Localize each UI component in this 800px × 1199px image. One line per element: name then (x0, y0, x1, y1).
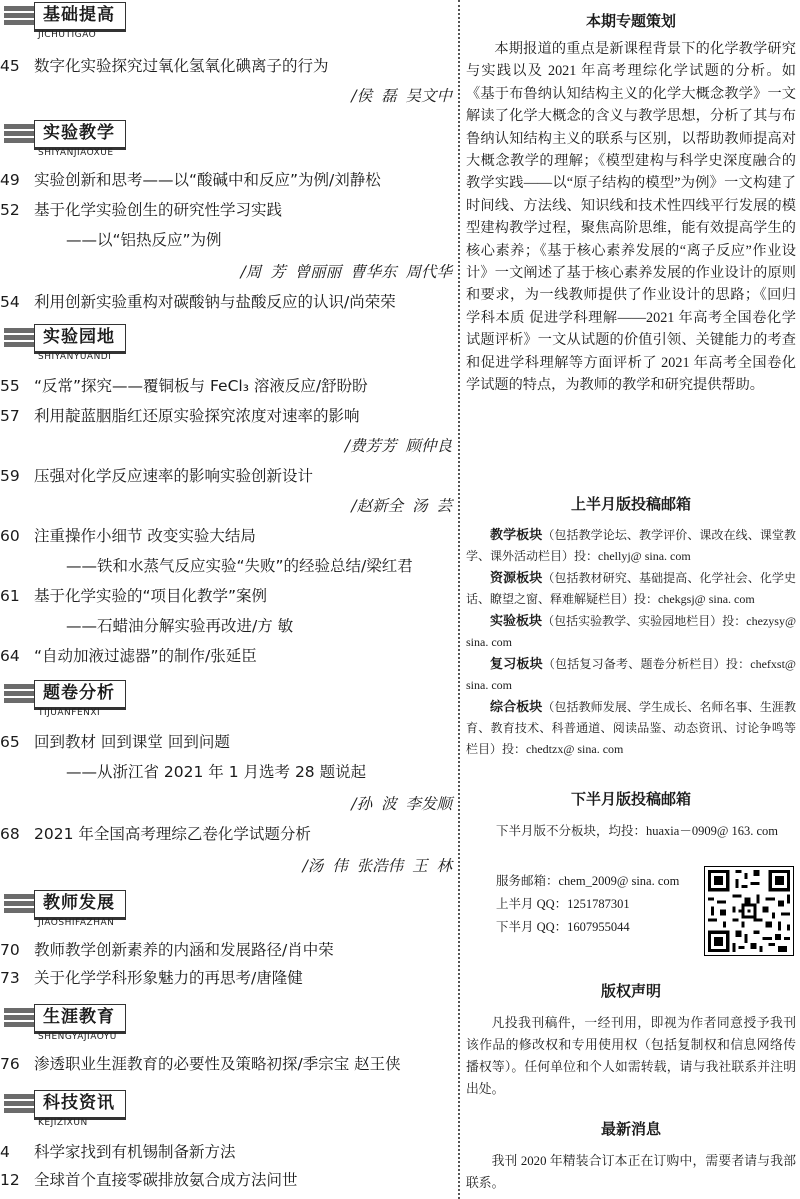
article-title: 全球首个直接零碳排放氨合成方法问世 (34, 1171, 298, 1189)
article-subtitle: ——石蜡油分解实验再改进/方 敏 (66, 617, 294, 635)
section-title: 教师发展 (34, 890, 126, 920)
section-header-shiyanyuandi (0, 322, 150, 370)
page-number: 52 (0, 201, 20, 219)
service-email[interactable]: 服务邮箱：chem_2009@ sina. com (496, 874, 680, 888)
section-header-jichutigao (0, 0, 150, 48)
article-author: /侯 磊 吴文中 (351, 87, 452, 105)
section-title: 基础提高 (34, 2, 126, 32)
page-number: 4 (0, 1143, 10, 1161)
section-pinyin: SHIYANJIAOXUE (38, 148, 114, 158)
page-number: 49 (0, 171, 20, 189)
page-number: 73 (0, 969, 20, 987)
copyright-heading: 版权声明 (600, 982, 661, 1000)
section-bars-icon (4, 894, 34, 914)
section-pinyin: JICHUTIGAO (38, 30, 97, 40)
section-pinyin: SHENGYAJIAOYU (38, 1032, 117, 1042)
article-subtitle: ——铁和水蒸气反应实验“失败”的经验总结/梁红君 (66, 557, 413, 575)
section-pinyin: KEJIZIXUN (38, 1118, 88, 1128)
qq-second-half: 下半月 QQ：1607955044 (496, 920, 630, 934)
section-header-jiaoshifazhan (0, 888, 150, 936)
right-column (466, 0, 796, 1199)
page-number: 68 (0, 825, 20, 843)
article-title: 基于化学实验创生的研究性学习实践 (34, 201, 283, 219)
article-title: 利用创新实验重构对碳酸钠与盐酸反应的认识/尚荣荣 (34, 293, 396, 311)
section-bars-icon (4, 1094, 34, 1114)
article-title: 渗透职业生涯教育的必要性及策略初探/季宗宝 赵王侠 (34, 1055, 401, 1073)
page-number: 70 (0, 941, 20, 959)
article-author: /孙 波 李发顺 (351, 795, 452, 813)
section-header-tijuanfenxi (0, 678, 150, 726)
article-title: 2021 年全国高考理综乙卷化学试题分析 (34, 825, 311, 843)
article-title: “自动加液过滤器”的制作/张延臣 (34, 647, 257, 665)
news-heading: 最新消息 (600, 1120, 661, 1138)
article-title: 关于化学学科形象魅力的再思考/唐隆健 (34, 969, 303, 987)
page-number: 54 (0, 293, 20, 311)
section-title: 实验教学 (34, 120, 126, 150)
article-title: “反常”探究——覆铜板与 FeCl₃ 溶液反应/舒盼盼 (34, 377, 368, 395)
section-title: 题卷分析 (34, 680, 126, 710)
board-list (466, 524, 796, 760)
board-review: 复习板块（包括复习备考、题卷分析栏目）投：chefxst@ sina. com (466, 656, 796, 692)
page-number: 55 (0, 377, 20, 395)
page-number: 60 (0, 527, 20, 545)
section-pinyin: SHIYANYUANDI (38, 352, 112, 362)
board-experiment: 实验板块（包括实验教学、实验园地栏目）投：chezysy@ sina. com (466, 613, 796, 649)
board-resource: 资源板块（包括教材研究、基础提高、化学社会、化学史话、瞭望之窗、释难解疑栏目）投：chekgsj@ sina. com (466, 570, 796, 606)
qr-code-icon[interactable] (704, 866, 794, 956)
board-teaching: 教学板块（包括教学论坛、教学评价、课改在线、课堂教学、课外活动栏目）投：chellyj@ sina. com (466, 527, 796, 563)
copyright-text: 凡投我刊稿件，一经刊用，即视为作者同意授予我刊该作品的修改权和专用使用权（包括复制权和信息网络传播权等）。任何单位和个人如需转载，请与我社联系并注明出处。 (466, 1016, 796, 1096)
board-comprehensive: 综合板块（包括教师发展、学生成长、名师名事、生涯教育、教育技术、科普通道、阅读品鉴、动态资讯、讨论争鸣等栏目）投：chedtzx@ sina. com (466, 699, 796, 756)
section-header-shengyajiaoyu (0, 1002, 150, 1050)
page-number: 45 (0, 57, 20, 75)
section-header-kejizixun (0, 1088, 150, 1136)
article-title: 数字化实验探究过氧化氢氧化碘离子的行为 (34, 57, 329, 75)
article-title: 科学家找到有机锡制备新方法 (34, 1143, 236, 1161)
section-pinyin: TIJUANFENXI (38, 708, 101, 718)
second-half-heading: 下半月版投稿邮箱 (570, 790, 691, 808)
section-title: 实验园地 (34, 324, 126, 354)
second-half-email[interactable]: 下半月版不分板块，均投：huaxia－0909@ 163. com (496, 824, 778, 838)
article-title: 教师教学创新素养的内涵和发展路径/肖中荣 (34, 941, 334, 959)
article-subtitle: ——以“铝热反应”为例 (66, 231, 222, 249)
first-half-heading: 上半月版投稿邮箱 (570, 495, 691, 513)
page-number: 65 (0, 733, 20, 751)
page-number: 12 (0, 1171, 20, 1189)
section-bars-icon (4, 6, 34, 26)
article-author: /汤 伟 张浩伟 王 林 (302, 857, 452, 875)
article-title: 基于化学实验的“项目化教学”案例 (34, 587, 268, 605)
article-title: 压强对化学反应速率的影响实验创新设计 (34, 467, 314, 485)
section-bars-icon (4, 1008, 34, 1028)
article-subtitle: ——从浙江省 2021 年 1 月选考 28 题说起 (66, 763, 367, 781)
qq-first-half: 上半月 QQ：1251787301 (496, 897, 630, 911)
article-author: /周 芳 曾丽丽 曹华东 周代华 (240, 263, 452, 281)
section-bars-icon (4, 124, 34, 144)
section-bars-icon (4, 684, 34, 704)
article-author: /赵新全 汤 芸 (351, 497, 452, 515)
section-title: 科技资讯 (34, 1090, 126, 1120)
page-number: 64 (0, 647, 20, 665)
section-header-shiyanjiaoxue (0, 118, 150, 166)
news-text: 我刊 2020 年精装合订本正在订购中，需要者请与我部联系。 (466, 1154, 796, 1190)
article-author: /费芳芳 顾仲良 (344, 437, 452, 455)
page-number: 61 (0, 587, 20, 605)
article-title: 注重操作小细节 改变实验大结局 (34, 527, 256, 545)
feature-heading: 本期专题策划 (585, 12, 676, 30)
feature-paragraph: 本期报道的重点是新课程背景下的化学教学研究与实践以及 2021 年高考理综化学试题的分析。如《基于布鲁纳认知结构主义的化学大概念教学》一文解读了化学大概念的含义与教学思想，分析了其与布鲁纳认知结构主义的联系与区别，以帮助教师提高对大概念教学的理解；《模型建构与科学史深度融合的教学实践——以“原子结构的模型”为例》一文构建了时间线、方法线、知识线和技术性四线平行发展的模型建构教学过程，聚焦高阶思维，能有效提高学生的核心素养；《基于核心素养发展的“离子反应”作业设计》一文阐述了基于核心素养发展的作业设计的原则和要求，为一线教师提供了作业设计的思路；《回归学科本质 促进学科理解——2021 年高考全国卷化学试题评析》一文从试题的价值引领、关键能力的考查和促进学科理解等方面评析了 2021 年高考全国卷化学试题的特点，为教师的教学和研究提供帮助。 (466, 41, 796, 394)
page-number: 59 (0, 467, 20, 485)
section-bars-icon (4, 328, 34, 348)
article-title: 利用靛蓝胭脂红还原实验探究浓度对速率的影响 (34, 407, 360, 425)
section-title: 生涯教育 (34, 1004, 126, 1034)
section-pinyin: JIAOSHIFAZHAN (38, 918, 115, 928)
page-number: 57 (0, 407, 20, 425)
page-number: 76 (0, 1055, 20, 1073)
article-title: 实验创新和思考——以“酸碱中和反应”为例/刘静松 (34, 171, 381, 189)
column-divider (458, 0, 460, 1199)
article-title: 回到教材 回到课堂 回到问题 (34, 733, 230, 751)
